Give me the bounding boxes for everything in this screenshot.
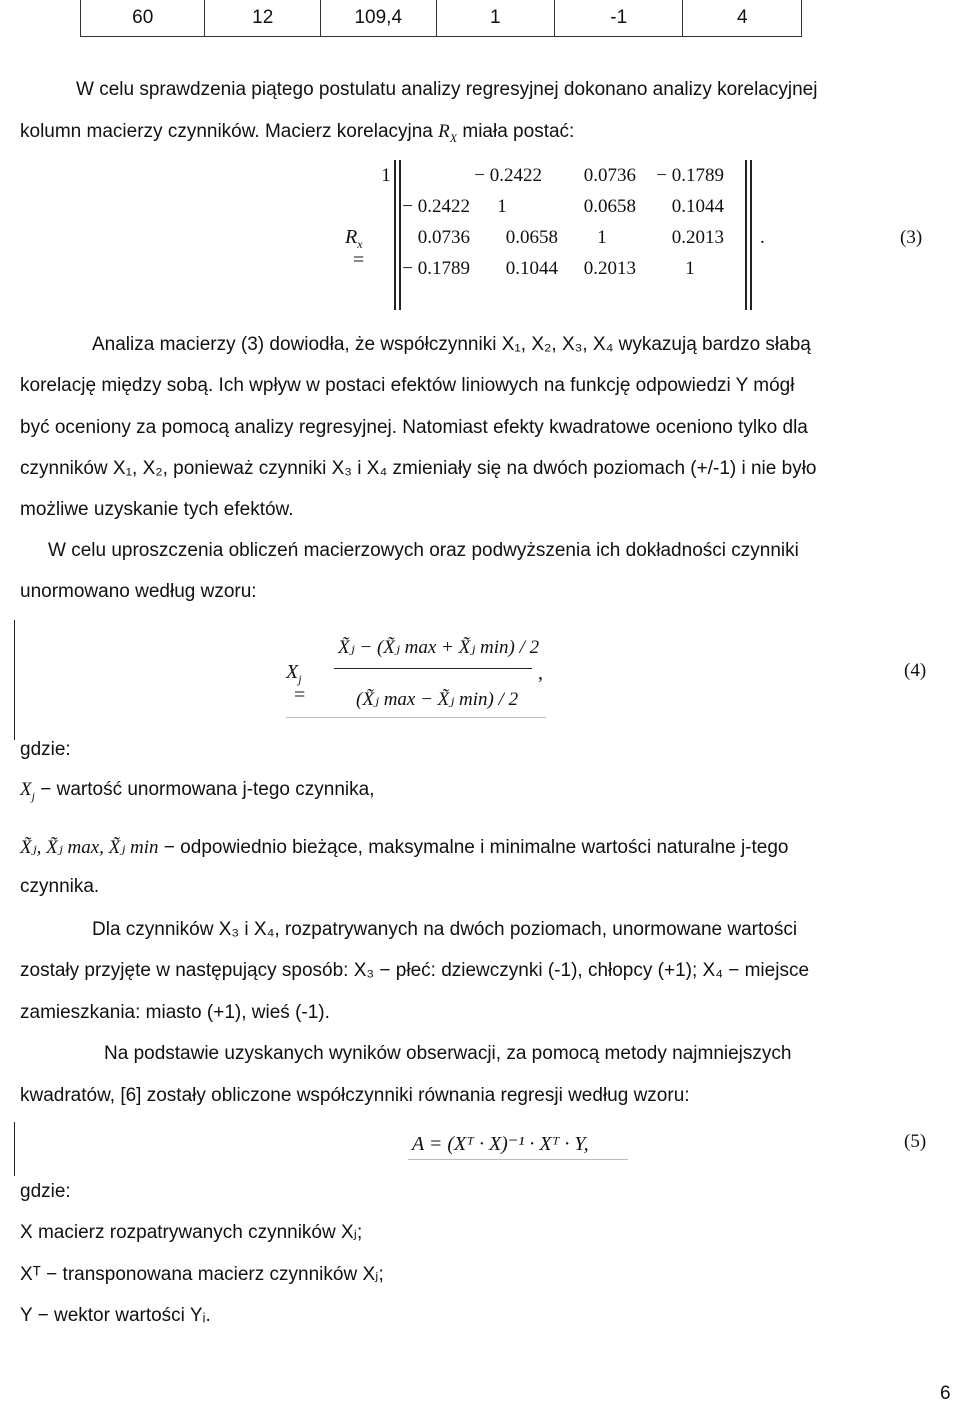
page-number: 6 — [940, 1383, 951, 1404]
matrix-lhs — [345, 226, 364, 272]
where-label: gdzie: — [20, 739, 71, 760]
matrix-cell: 0.0736 — [417, 227, 470, 248]
definition-cont: czynnika. — [20, 876, 100, 897]
para3-line1: W celu uproszczenia obliczeń macierzowych oraz podwyższenia ich dokładności czynniki — [48, 540, 799, 561]
matrix-cell: − 0.2422 — [474, 165, 542, 186]
eq4-lhs — [286, 661, 305, 707]
where-label: gdzie: — [20, 1181, 71, 1202]
eq4-numerator: X̃ⱼ − (X̃ⱼ max + X̃ⱼ min) / 2 — [338, 637, 540, 658]
matrix-period: . — [760, 227, 765, 248]
table-cell: 109,4 — [321, 0, 437, 36]
text: − wartość unormowana j-tego czynnika, — [34, 779, 375, 800]
matrix-cell: 0.0658 — [583, 196, 636, 217]
symbols: X̃ⱼ, X̃ⱼ max, X̃ⱼ min — [20, 837, 159, 858]
text: kolumn macierzy czynników. Macierz korelacyjna — [20, 121, 439, 142]
para2-line3: być oceniony za pomocą analizy regresyjnej. Natomiast efekty kwadratowe oceniono tylko dla — [20, 417, 808, 438]
data-table-row — [80, 0, 802, 37]
subscript: x — [357, 237, 363, 251]
para4-line1: Dla czynników X₃ i X₄, rozpatrywanych na dwóch poziomach, unormowane wartości — [92, 919, 798, 940]
symbol: X — [20, 779, 32, 800]
equals-sign: = — [353, 249, 365, 271]
definition-X: X macierz rozpatrywanych czynników Xⱼ; — [20, 1222, 363, 1243]
equation-underline — [286, 717, 546, 718]
matrix-cell: 0.0658 — [505, 227, 558, 248]
subscript: j — [298, 672, 302, 686]
definition-Y: Y − wektor wartości Yᵢ. — [20, 1305, 211, 1326]
eq4-denominator: (X̃ⱼ max − X̃ⱼ min) / 2 — [356, 689, 519, 710]
definition-XT: Xᵀ − transponowana macierz czynników Xⱼ; — [20, 1264, 384, 1285]
matrix-cell: 0.0736 — [583, 165, 636, 186]
table-cell: 1 — [437, 0, 556, 36]
equation-underline — [408, 1159, 628, 1160]
regression-formula: A = (Xᵀ · X)⁻¹ · Xᵀ · Y, — [412, 1133, 589, 1155]
symbol: X — [286, 661, 299, 683]
table-cell: -1 — [555, 0, 683, 36]
matrix-cell: − 0.2422 — [402, 196, 470, 217]
symbol: R — [438, 121, 450, 142]
matrix-cell: − 0.1789 — [656, 165, 724, 186]
subscript: j — [31, 789, 35, 803]
para2-line5: możliwe uzyskanie tych efektów. — [20, 499, 294, 520]
equation-margin-bar — [14, 1122, 15, 1176]
matrix-cell: 0.2013 — [671, 227, 724, 248]
equation-number: (4) — [904, 660, 927, 681]
matrix-right-bar — [745, 160, 747, 310]
definition-xj — [20, 779, 375, 803]
equation-number: (3) — [900, 227, 923, 248]
equation-margin-bar — [14, 620, 15, 740]
para5-line1: Na podstawie uzyskanych wyników obserwacji, za pomocą metody najmniejszych — [104, 1043, 792, 1064]
matrix-right-bar — [750, 160, 752, 310]
table-cell: 12 — [205, 0, 321, 36]
matrix-cell: 1 — [597, 227, 607, 248]
para2-line2: korelację między sobą. Ich wpływ w postaci efektów liniowych na funkcję odpowiedzi Y mógł — [20, 375, 795, 396]
text: miała postać: — [457, 121, 575, 142]
matrix-cell: 0.2013 — [583, 258, 636, 279]
eq4-comma: , — [538, 662, 543, 684]
fraction-bar — [334, 668, 532, 669]
para2-line4: czynników X₁, X₂, ponieważ czynniki X₃ i X₄ zmieniały się na dwóch poziomach (+/-1) i nie było — [20, 458, 817, 479]
text: − odpowiednio bieżące, maksymalne i minimalne wartości naturalne j-tego — [158, 837, 789, 858]
matrix-cell: − 0.1789 — [402, 258, 470, 279]
matrix-cell: 1 — [381, 165, 391, 186]
para2-line1: Analiza macierzy (3) dowiodła, że współczynniki X₁, X₂, X₃, X₄ wykazują bardzo słabą — [92, 334, 811, 355]
subscript: X — [449, 131, 458, 145]
table-cell: 60 — [81, 0, 205, 36]
para4-line2: zostały przyjęte w następujący sposób: X₃ − płeć: dziewczynki (-1), chłopcy (+1); X₄ − miejsce — [20, 960, 810, 981]
para5-line2: kwadratów, [6] zostały obliczone współczynniki równania regresji według wzoru: — [20, 1085, 690, 1106]
matrix-cell: 1 — [497, 196, 507, 217]
definition-natural-values — [20, 838, 789, 858]
matrix-cell: 0.1044 — [505, 258, 558, 279]
equation-number: (5) — [904, 1131, 927, 1152]
para3-line2: unormowano według wzoru: — [20, 581, 257, 602]
symbol: R — [345, 226, 358, 248]
para4-line3: zamieszkania: miasto (+1), wieś (-1). — [20, 1002, 330, 1023]
table-cell: 4 — [736, 7, 748, 28]
matrix-cell: 1 — [685, 258, 695, 279]
para1-line1: W celu sprawdzenia piątego postulatu analizy regresyjnej dokonano analizy korelacyjnej — [76, 79, 818, 100]
equals-sign: = — [294, 684, 306, 706]
para1-line2 — [20, 121, 575, 145]
matrix-cell: 0.1044 — [671, 196, 724, 217]
